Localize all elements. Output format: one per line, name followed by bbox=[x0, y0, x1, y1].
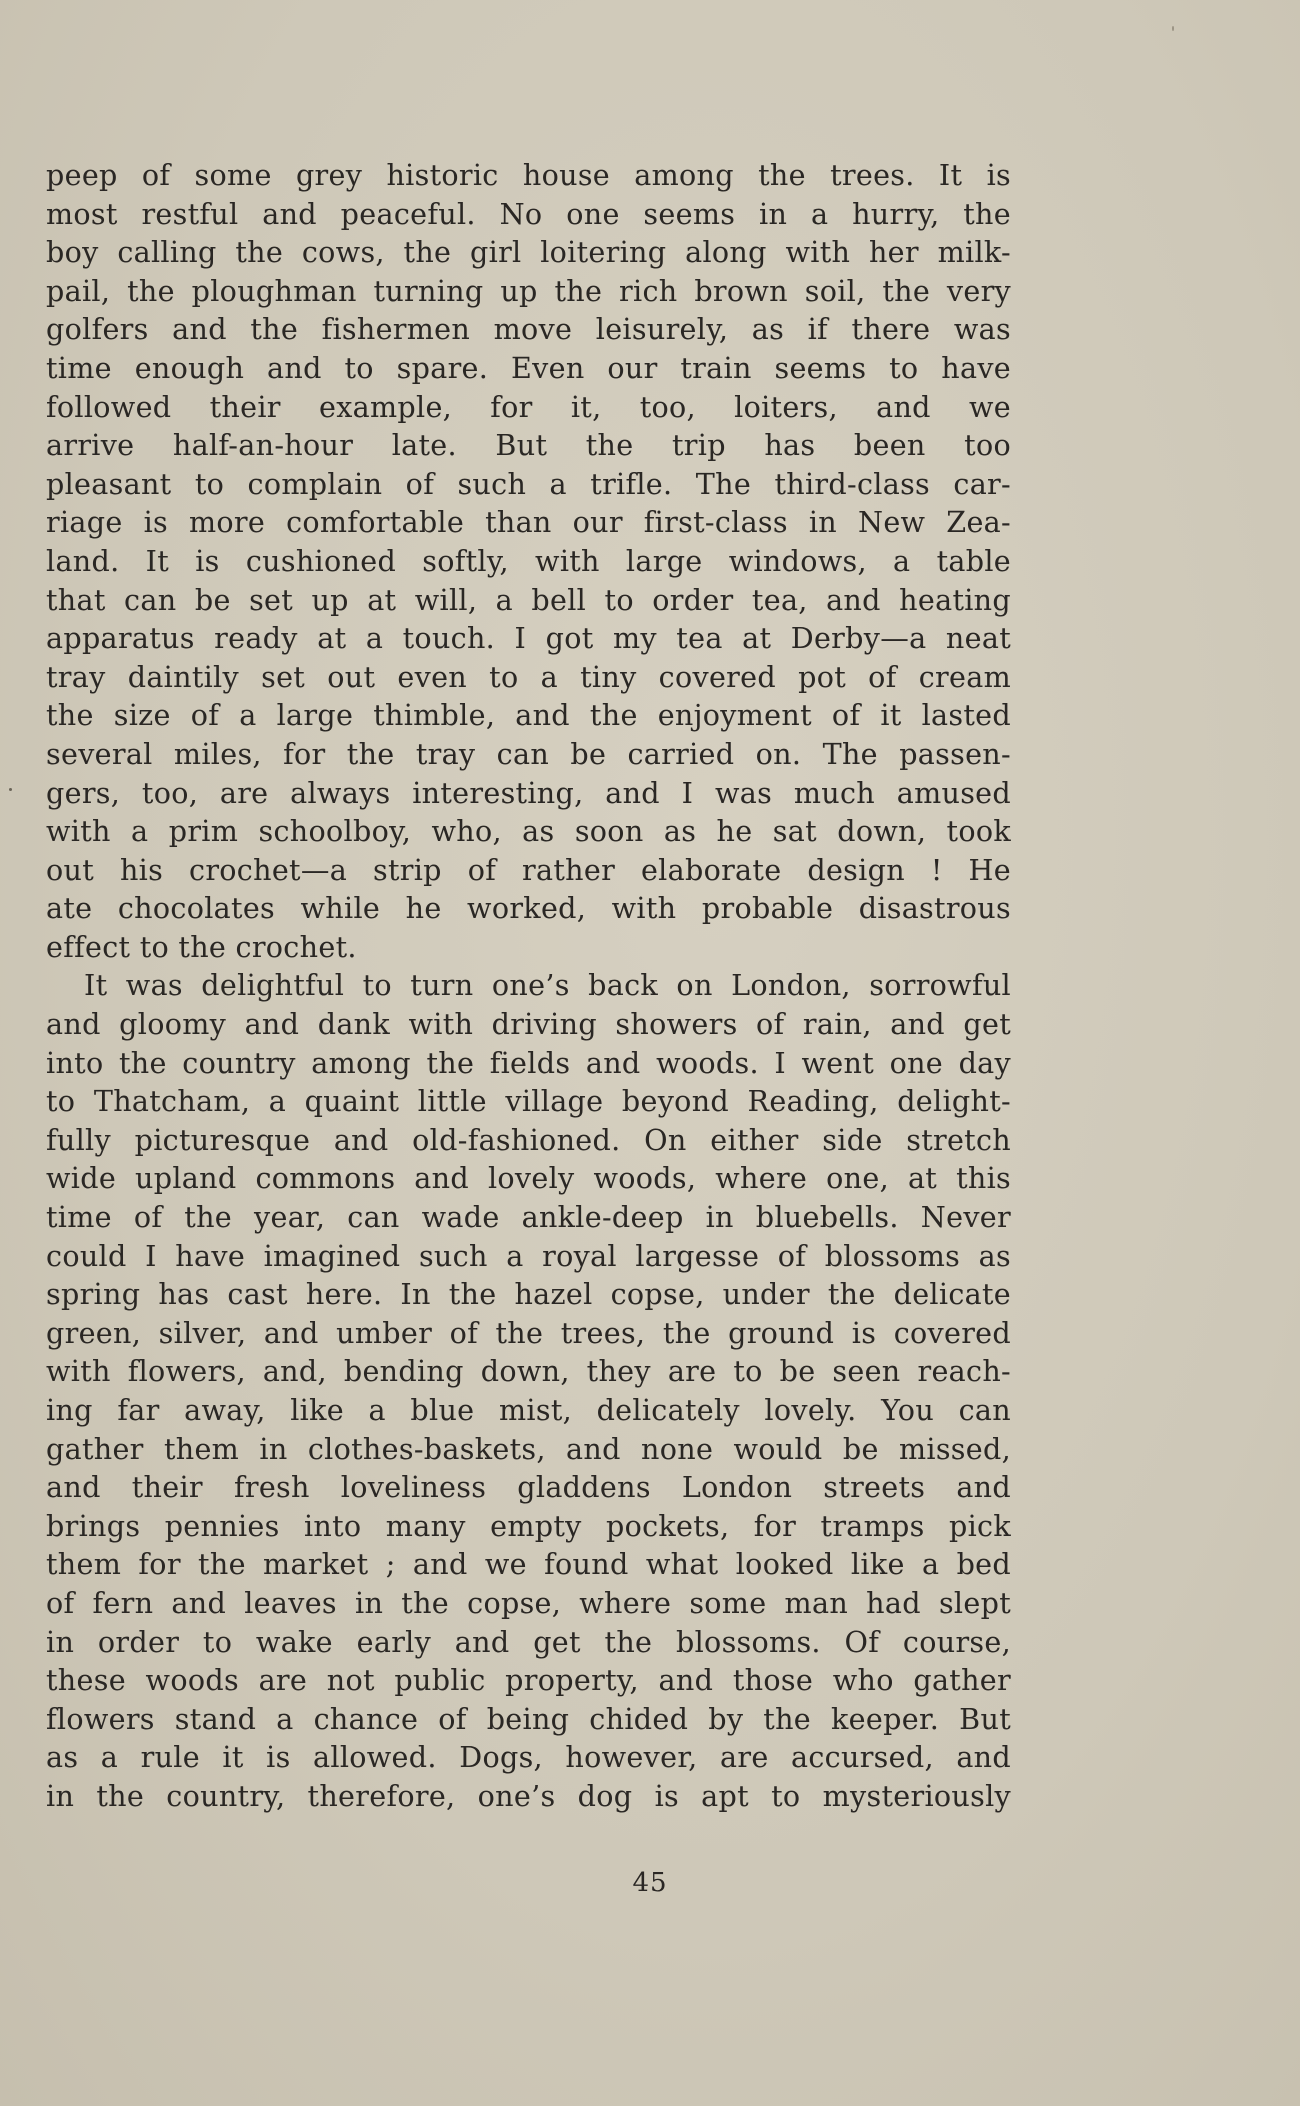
text-line: time enough and to spare. Even our train seems to have bbox=[46, 350, 1011, 385]
page-number: 45 bbox=[632, 1868, 668, 1898]
text-line: land. It is cushioned softly, with large windows, a table bbox=[46, 543, 1011, 578]
text-line: the size of a large thimble, and the enjoyment of it lasted bbox=[46, 698, 1011, 733]
text-line: pail, the ploughman turning up the rich brown soil, the very bbox=[46, 273, 1011, 308]
text-line: flowers stand a chance of being chided by the keeper. But bbox=[46, 1701, 1011, 1736]
text-line: into the country among the fields and woods. I went one day bbox=[46, 1045, 1011, 1080]
text-line: with a prim schoolboy, who, as soon as he sat down, took bbox=[46, 814, 1011, 849]
text-line: arrive half-an-hour late. But the trip has been too bbox=[46, 428, 1011, 463]
text-line: fully picturesque and old-fashioned. On either side stretch bbox=[46, 1122, 1011, 1157]
text-line: pleasant to complain of such a trifle. The third-class car- bbox=[46, 466, 1011, 501]
text-line: could I have imagined such a royal largesse of blossoms as bbox=[46, 1238, 1011, 1273]
text-line: that can be set up at will, a bell to order tea, and heating bbox=[46, 582, 1011, 617]
text-line: gather them in clothes-baskets, and none would be missed, bbox=[46, 1431, 1011, 1466]
text-line: in the country, therefore, one’s dog is apt to mysteriously bbox=[46, 1778, 1011, 1813]
text-line: gers, too, are always interesting, and I was much amused bbox=[46, 775, 1011, 810]
text-line: It was delightful to turn one’s back on London, sorrowful bbox=[84, 968, 1011, 1003]
paragraph-1 bbox=[46, 156, 1011, 966]
text-line: boy calling the cows, the girl loitering along with her milk- bbox=[46, 235, 1011, 270]
body-text bbox=[46, 156, 1011, 1816]
text-line: ate chocolates while he worked, with probable disastrous bbox=[46, 891, 1011, 926]
text-line: several miles, for the tray can be carried on. The passen- bbox=[46, 736, 1011, 771]
text-line: them for the market ; and we found what looked like a bed bbox=[46, 1547, 1011, 1582]
text-line: effect to the crochet. bbox=[46, 929, 357, 964]
text-line: time of the year, can wade ankle-deep in bluebells. Never bbox=[46, 1200, 1011, 1235]
paper-speck bbox=[1172, 26, 1174, 31]
text-line: tray daintily set out even to a tiny covered pot of cream bbox=[46, 659, 1011, 694]
text-line: peep of some grey historic house among the trees. It is bbox=[46, 158, 1011, 192]
text-line: and their fresh loveliness gladdens London streets and bbox=[46, 1470, 1011, 1505]
text-line: in order to wake early and get the blossoms. Of course, bbox=[46, 1624, 1011, 1659]
text-line: as a rule it is allowed. Dogs, however, are accursed, and bbox=[46, 1740, 1011, 1775]
paper-speck bbox=[9, 788, 12, 791]
text-line: green, silver, and umber of the trees, the ground is covered bbox=[46, 1315, 1011, 1350]
text-line: these woods are not public property, and those who gather bbox=[46, 1663, 1011, 1698]
text-line: ing far away, like a blue mist, delicately lovely. You can bbox=[46, 1393, 1011, 1427]
text-line: most restful and peaceful. No one seems in a hurry, the bbox=[46, 196, 1011, 231]
text-line: out his crochet—a strip of rather elaborate design ! He bbox=[46, 852, 1011, 887]
text-line: brings pennies into many empty pockets, for tramps pick bbox=[46, 1508, 1011, 1543]
text-line: and gloomy and dank with driving showers of rain, and get bbox=[46, 1007, 1011, 1042]
text-line: golfers and the fishermen move leisurely, as if there was bbox=[46, 312, 1011, 347]
text-line: with flowers, and, bending down, they are to be seen reach- bbox=[46, 1354, 1011, 1389]
text-line: apparatus ready at a touch. I got my tea at Derby—a neat bbox=[46, 621, 1011, 656]
text-line: riage is more comfortable than our first-class in New Zea- bbox=[46, 505, 1011, 540]
text-line: to Thatcham, a quaint little village beyond Reading, delight- bbox=[46, 1084, 1011, 1119]
text-line: wide upland commons and lovely woods, where one, at this bbox=[46, 1161, 1011, 1196]
text-line: followed their example, for it, too, loiters, and we bbox=[46, 389, 1011, 424]
text-line: spring has cast here. In the hazel copse, under the delicate bbox=[46, 1277, 1011, 1312]
paragraph-2 bbox=[46, 966, 1011, 1815]
text-line: of fern and leaves in the copse, where some man had slept bbox=[46, 1585, 1011, 1620]
